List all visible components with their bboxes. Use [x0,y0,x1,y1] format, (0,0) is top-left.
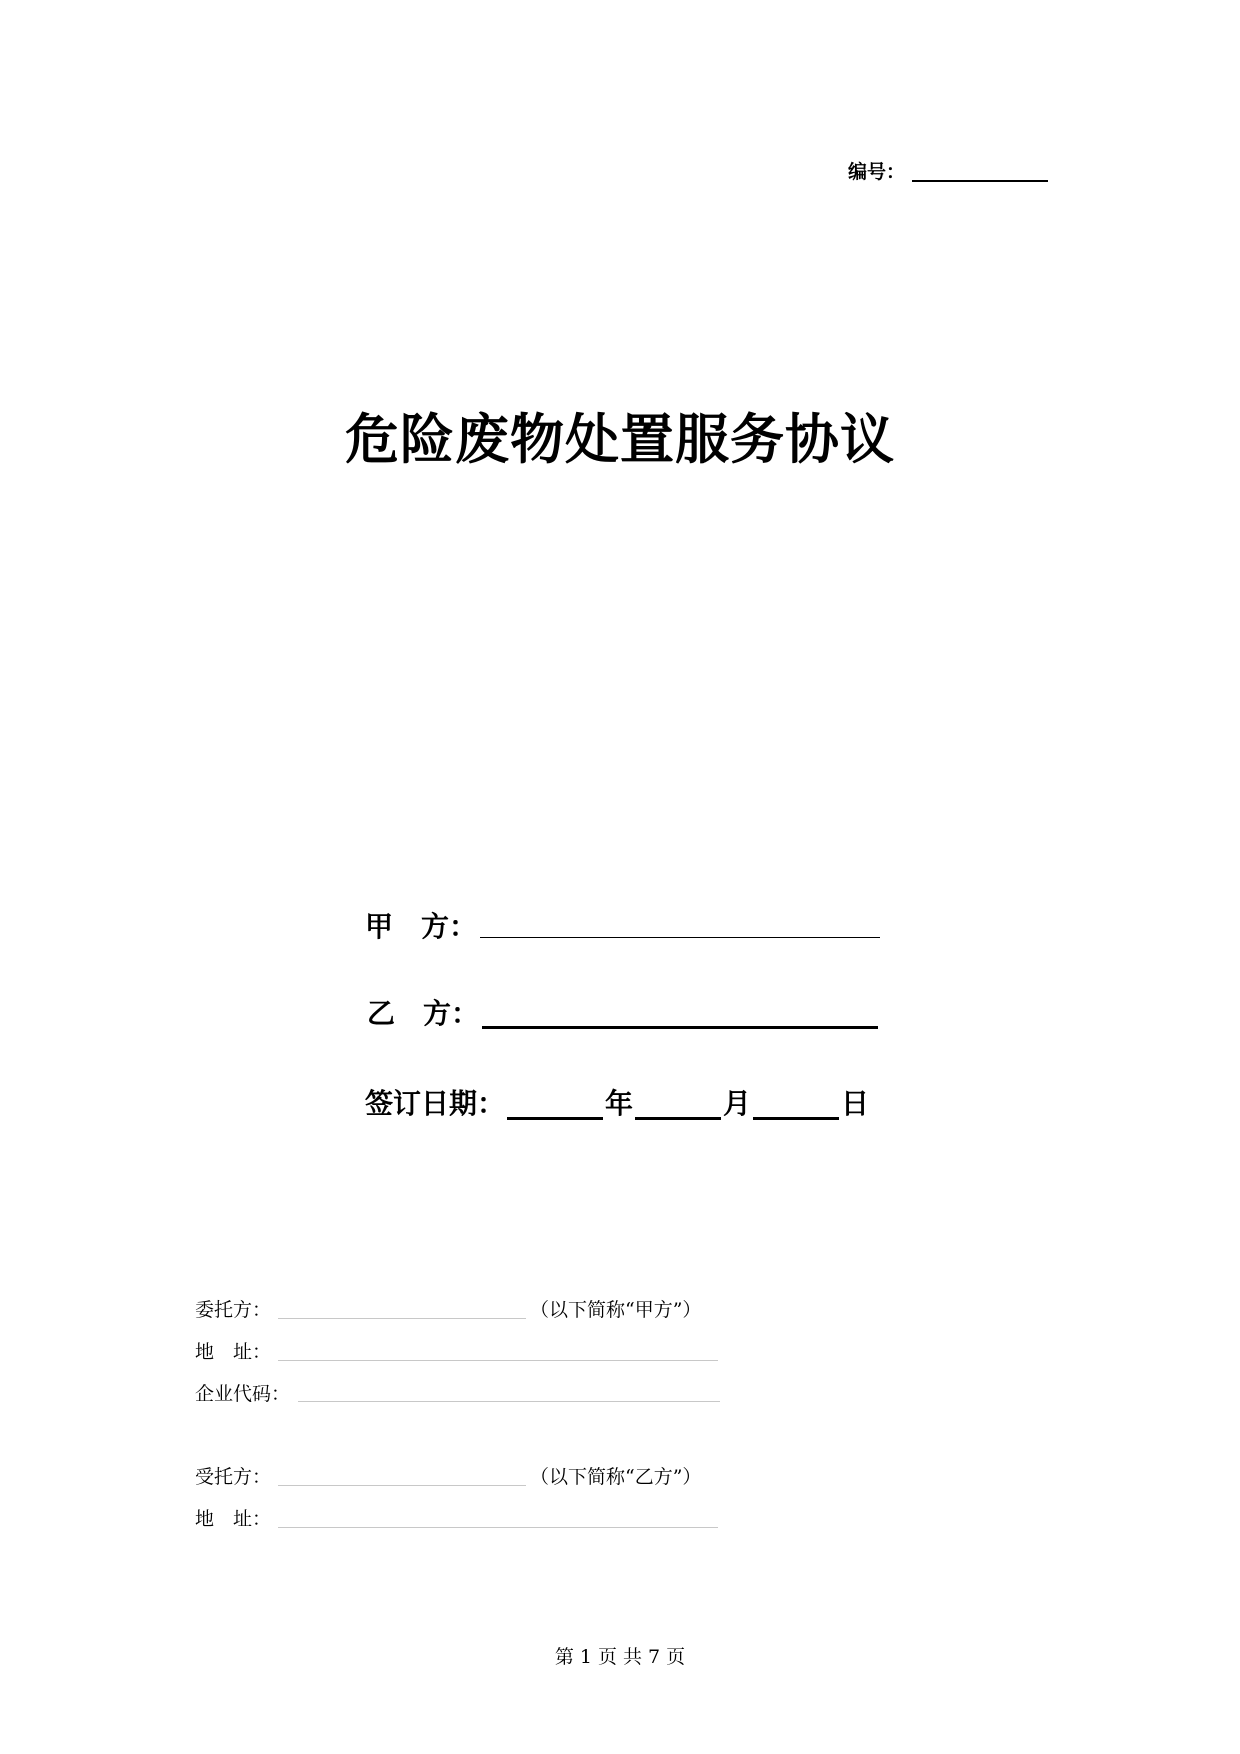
contractor-blank[interactable] [278,1485,526,1486]
contractor-note: （以下简称“乙方”） [530,1466,702,1488]
document-number-blank[interactable] [912,180,1048,182]
client-address-label: 地 址： [195,1341,272,1363]
party-a-blank[interactable] [480,937,880,938]
client-blank[interactable] [278,1318,526,1319]
year-blank[interactable] [507,1087,603,1120]
contractor-address-blank[interactable] [278,1527,718,1528]
month-blank[interactable] [635,1087,721,1120]
document-number-label: 编号： [848,161,906,183]
page-number: 第 1 页 共 7 页 [554,1646,686,1668]
party-b-blank[interactable] [482,1026,878,1029]
enterprise-code-blank[interactable] [298,1401,720,1402]
document-title: 危险废物处置服务协议 [345,408,895,471]
client-address-blank[interactable] [278,1360,718,1361]
year-label: 年 [605,1087,634,1120]
client-note: （以下简称“甲方”） [530,1299,702,1321]
contractor-address-label: 地 址： [195,1508,272,1530]
party-b-label: 乙 方： [367,997,480,1030]
month-label: 月 [723,1087,752,1120]
party-a-label: 甲 方： [365,910,478,943]
enterprise-code-label: 企业代码： [195,1383,291,1405]
day-label: 日 [841,1087,870,1120]
client-label: 委托方： [195,1299,272,1321]
signing-date-label: 签订日期： [365,1087,506,1120]
contractor-label: 受托方： [195,1466,272,1488]
day-blank[interactable] [753,1087,839,1120]
signing-date-row [365,1086,869,1122]
